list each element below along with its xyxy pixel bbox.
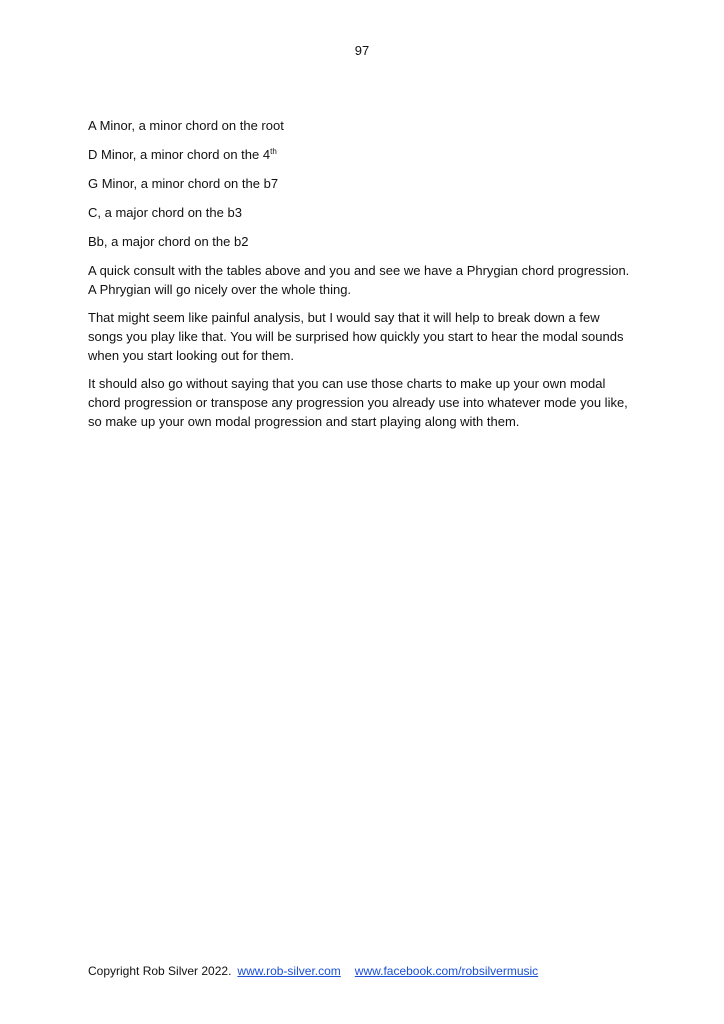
paragraph-phrygian-consult: A quick consult with the tables above and you and see we have a Phrygian chord progression. A Phrygian will go nicely over the whole thing. — [88, 263, 630, 297]
chord-line-c-major — [88, 203, 633, 222]
paragraph-charts-usage: It should also go without saying that you can use those charts to make up your own modal chord progression or transpose any progression you already use into whatever mode you like, so make up your own modal progression and start playing along with them. — [88, 376, 628, 429]
page-number: 97 — [354, 43, 370, 58]
copyright-text: Copyright Rob Silver 2022. — [88, 964, 232, 978]
page-footer — [88, 964, 538, 978]
chord-line-text: D Minor, a minor chord on the 4 — [88, 147, 271, 162]
chord-line-text: A Minor, a minor chord on the root — [88, 118, 284, 133]
chord-line-bb-major — [88, 232, 633, 251]
page-content — [88, 116, 633, 440]
chord-line-d-minor — [88, 145, 633, 164]
website-link[interactable]: www.rob-silver.com — [237, 964, 341, 978]
ordinal-suffix: th — [270, 147, 277, 156]
chord-line-a-minor — [88, 116, 633, 135]
paragraph-analysis: That might seem like painful analysis, but I would say that it will help to break down a few songs you play like that. You will be surprised how quickly you start to hear the modal sounds when you start looking out for them. — [88, 310, 624, 363]
chord-line-text: G Minor, a minor chord on the b7 — [88, 176, 279, 191]
chord-line-text: C, a major chord on the b3 — [88, 205, 242, 220]
chord-line-text: Bb, a major chord on the b2 — [88, 234, 249, 249]
facebook-link[interactable]: www.facebook.com/robsilvermusic — [354, 964, 539, 978]
chord-line-g-minor — [88, 174, 633, 193]
